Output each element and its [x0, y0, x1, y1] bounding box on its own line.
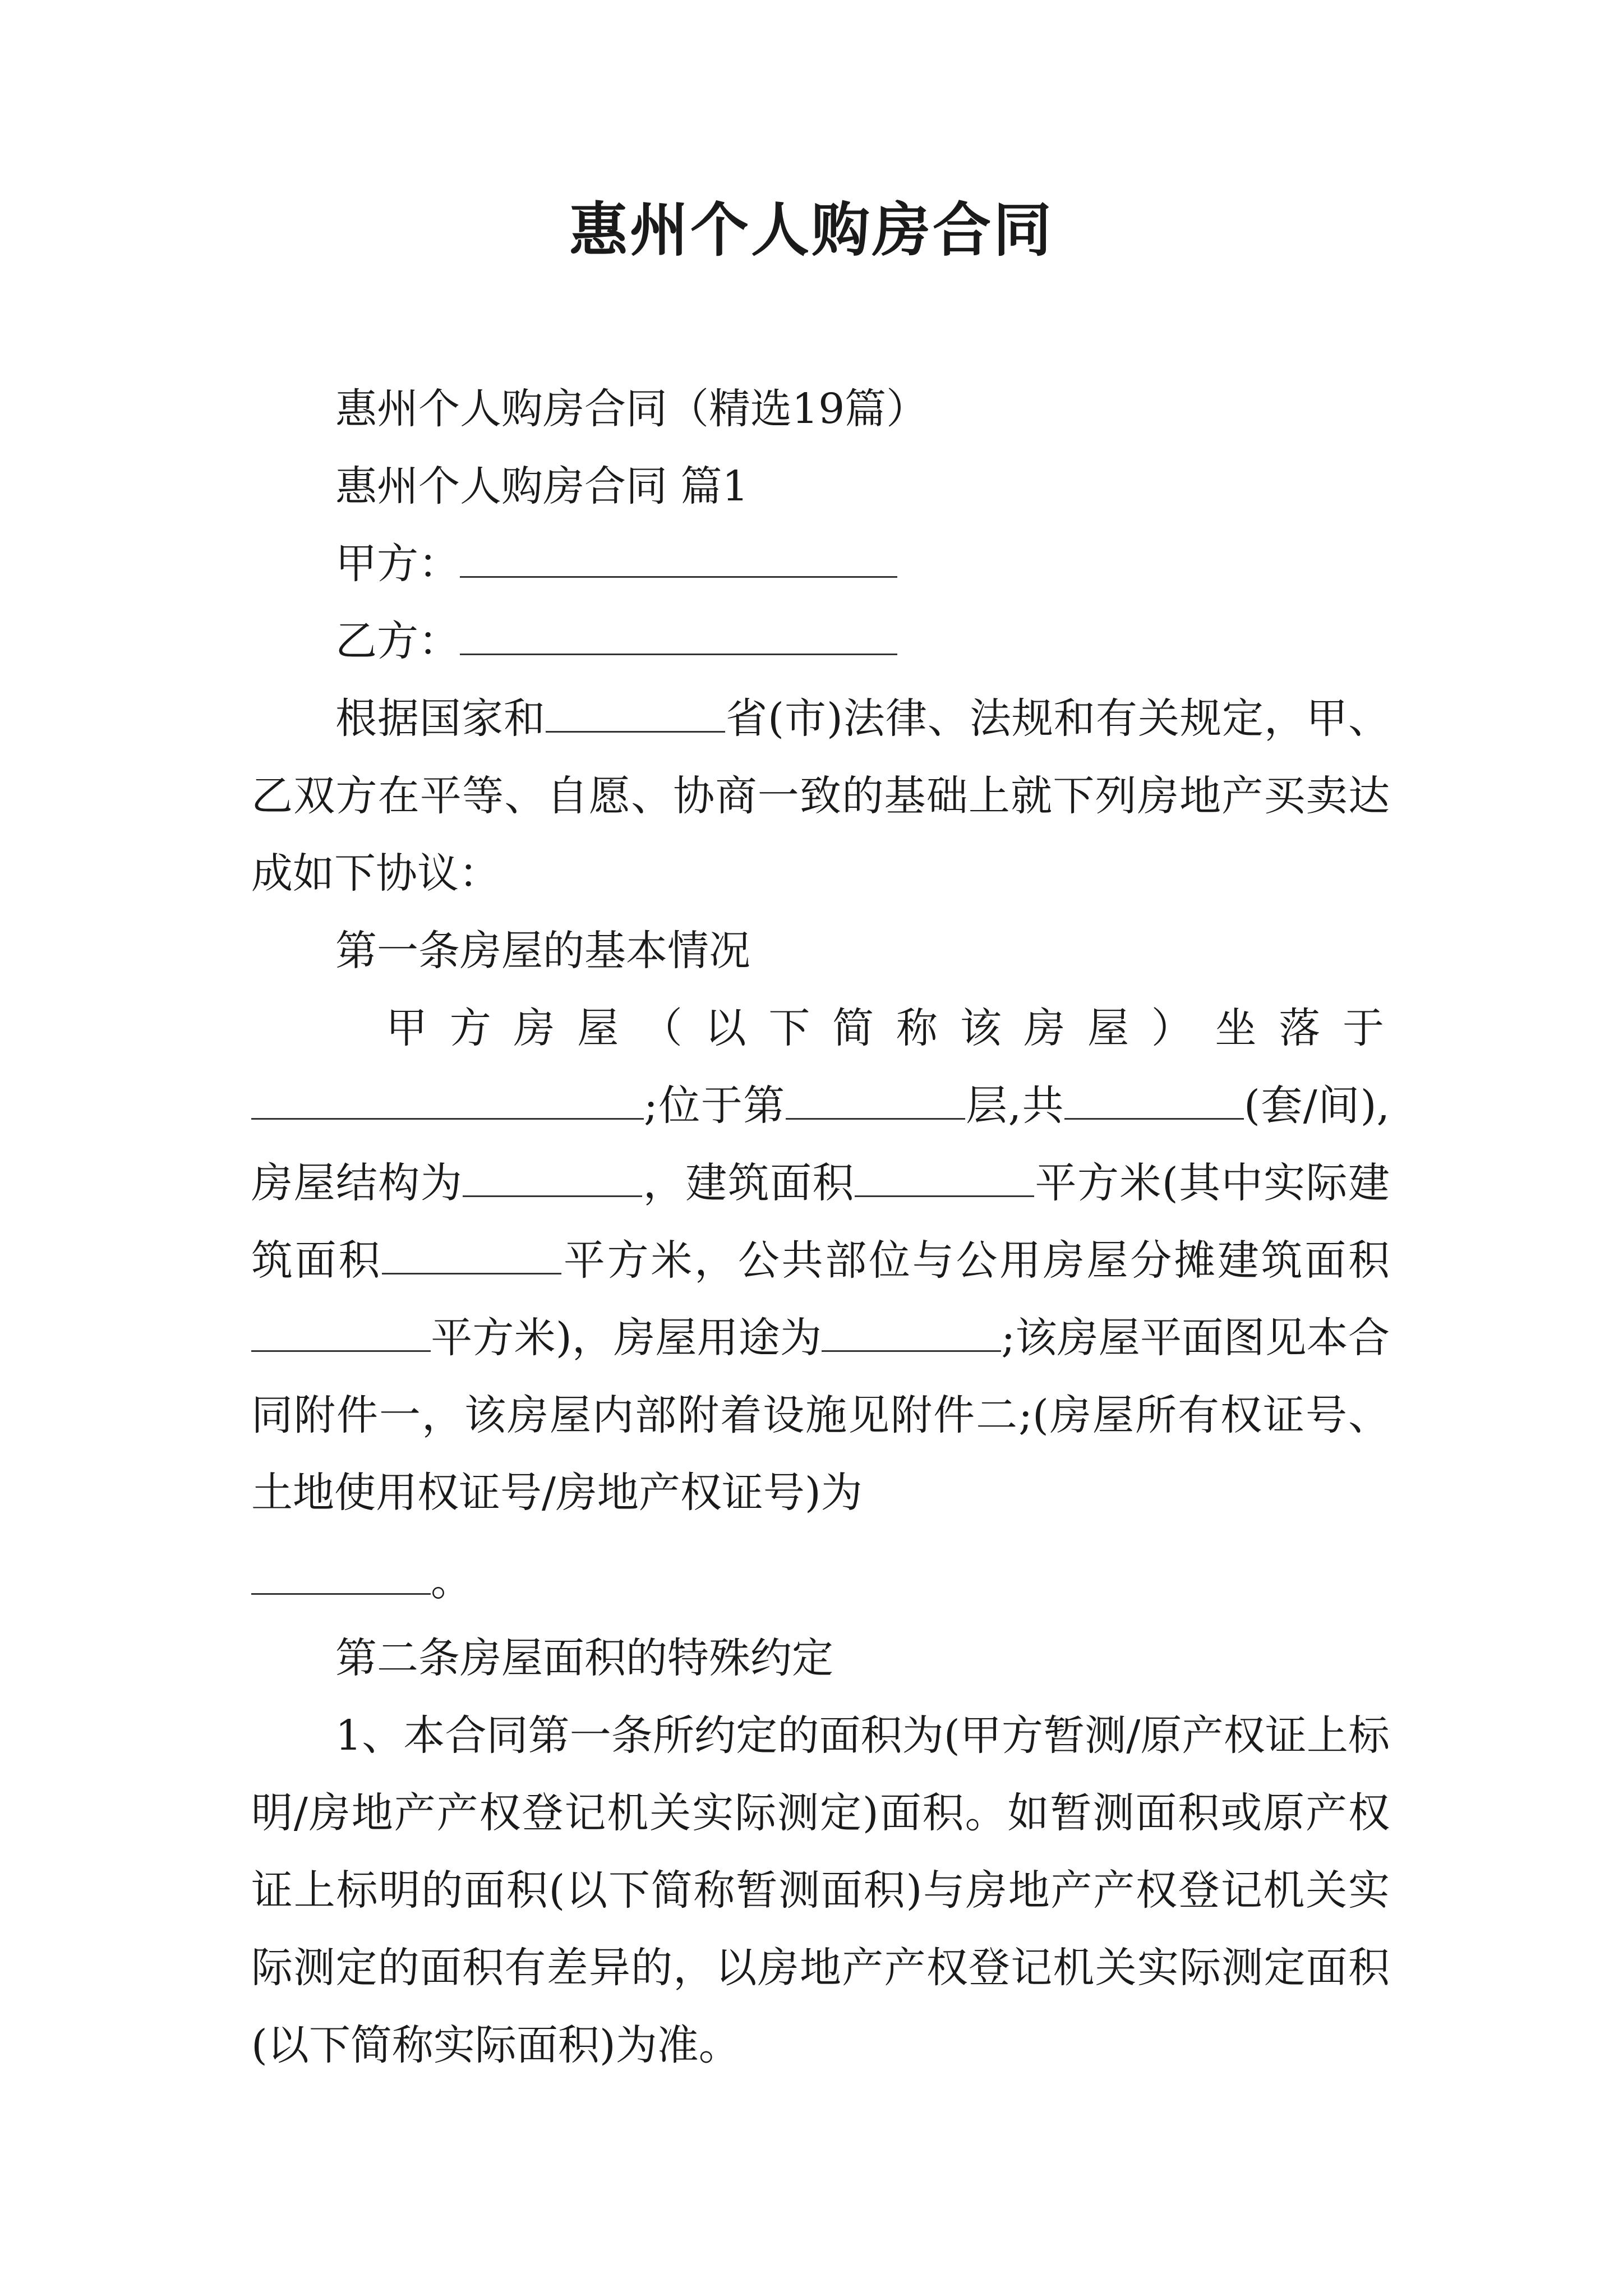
- floor-blank: [786, 1079, 965, 1120]
- area-blank: [855, 1156, 1034, 1197]
- article1-seg7: 平方米)，房屋用途为: [431, 1314, 822, 1362]
- article1-heading: 第一条房屋的基本情况: [335, 927, 750, 975]
- party-b-line: [251, 602, 1390, 680]
- units-blank: [1064, 1079, 1244, 1120]
- party-b-blank: [460, 614, 897, 655]
- article1-seg2: 层,共: [965, 1082, 1065, 1130]
- article1-paragraph: [251, 1067, 1390, 1619]
- structure-blank: [463, 1156, 642, 1197]
- document-title: 惠州个人购房合同: [569, 195, 1054, 264]
- province-blank: [546, 692, 725, 733]
- article1-seg1: ;位于第: [644, 1082, 786, 1130]
- intro-paragraph: [251, 680, 1390, 912]
- shared-area-blank: [251, 1311, 431, 1352]
- intro-part2: 省(市)法律、法规和有关规定，甲、乙双方在平等、自愿、协商一致的基础上就下列房地产买卖达成如下协议：: [251, 694, 1390, 898]
- party-a-label: 甲方：: [335, 540, 460, 588]
- intro-part1: 根据国家和: [335, 694, 546, 743]
- usage-blank: [822, 1311, 1001, 1352]
- party-a-blank: [460, 537, 897, 578]
- article1-seg4: ，建筑面积: [642, 1159, 855, 1207]
- article1-seg3: (套/间),房屋结构为: [251, 1082, 1390, 1207]
- article2-heading: 第二条房屋面积的特殊约定: [335, 1634, 833, 1683]
- section-heading: 惠州个人购房合同 篇1: [335, 462, 749, 510]
- actual-area-blank: [382, 1234, 561, 1274]
- party-b-label: 乙方：: [335, 617, 460, 665]
- article1-seg5: 平方米(其中实际建筑面积: [251, 1159, 1390, 1285]
- article1-seg8: ;该房屋平面图见本合同附件一，该房屋内部附着设施见附件二;(房屋所有权证号、土地使用权证号/房地产权证号)为: [251, 1314, 1390, 1517]
- article1-line1: 甲方房屋（以下简称该房屋）坐落于: [386, 1004, 1390, 1052]
- article1-seg6: 平方米，公共部位与公用房屋分摊建筑面积: [561, 1236, 1390, 1285]
- party-a-line: [251, 525, 1390, 602]
- location-blank: [251, 1079, 644, 1120]
- article1-seg9: 。: [431, 1557, 472, 1605]
- certificate-blank: [251, 1554, 431, 1595]
- document-body: [251, 370, 1390, 2084]
- subtitle-line: 惠州个人购房合同（精选19篇）: [335, 385, 928, 433]
- article2-paragraph1: 1、本合同第一条所约定的面积为(甲方暂测/原产权证上标明/房地产产权登记机关实际测定)面积。如暂测面积或原产权证上标明的面积(以下简称暂测面积)与房地产产权登记机关实际测定的面积有差异的，以房地产产权登记机关实际测定面积(以下简称实际面积)为准。: [251, 1711, 1390, 2070]
